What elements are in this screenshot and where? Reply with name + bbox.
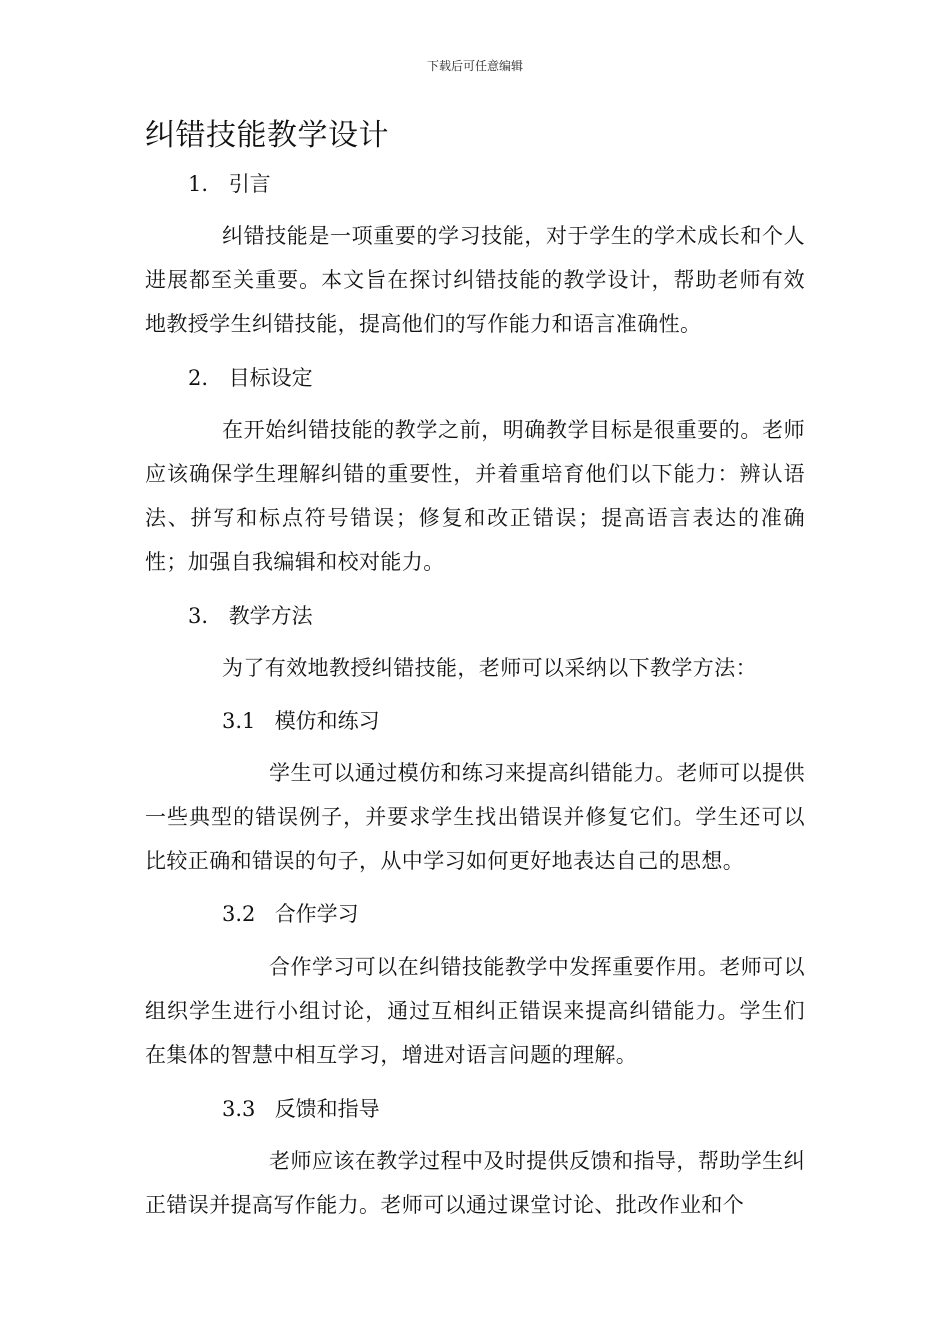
document-title: 纠错技能教学设计 bbox=[145, 118, 389, 153]
subsection-title: 合作学习 bbox=[274, 902, 359, 926]
page-header-note: 下载后可任意编辑 bbox=[426, 59, 523, 73]
section-heading-3 bbox=[188, 601, 313, 631]
subsection-heading-3-1 bbox=[222, 706, 380, 736]
paragraph-cooperative-learning: 合作学习可以在纠错技能教学中发挥重要作用。老师可以组织学生进行小组讨论，通过互相纠正错误来提高纠错能力。学生们在集体的智慧中相互学习，增进对语言问题的理解。 bbox=[145, 955, 805, 1067]
paragraph-imitation-practice: 学生可以通过模仿和练习来提高纠错能力。老师可以提供一些典型的错误例子，并要求学生找出错误并修复它们。学生还可以比较正确和错误的句子，从中学习如何更好地表达自己的思想。 bbox=[145, 761, 805, 873]
section-number: 2. bbox=[188, 366, 209, 390]
section-heading-1 bbox=[188, 169, 271, 199]
paragraph-teaching-methods: 为了有效地教授纠错技能，老师可以采纳以下教学方法： bbox=[222, 656, 757, 680]
paragraph-introduction: 纠错技能是一项重要的学习技能，对于学生的学术成长和个人进展都至关重要。本文旨在探讨纠错技能的教学设计，帮助老师有效地教授学生纠错技能，提高他们的写作能力和语言准确性。 bbox=[145, 224, 805, 336]
subsection-number: 3.1 bbox=[222, 709, 256, 733]
subsection-heading-3-2 bbox=[222, 899, 359, 929]
paragraph-feedback-guidance: 老师应该在教学过程中及时提供反馈和指导，帮助学生纠正错误并提高写作能力。老师可以通过课堂讨论、批改作业和个 bbox=[145, 1149, 805, 1217]
section-number: 1. bbox=[188, 172, 209, 196]
subsection-title: 模仿和练习 bbox=[274, 709, 380, 733]
subsection-number: 3.3 bbox=[222, 1097, 256, 1121]
paragraph-goal-setting: 在开始纠错技能的教学之前，明确教学目标是很重要的。老师应该确保学生理解纠错的重要性，并着重培育他们以下能力：辨认语法、拼写和标点符号错误；修复和改正错误；提高语言表达的准确性；加强自我编辑和校对能力。 bbox=[145, 418, 805, 574]
subsection-number: 3.2 bbox=[222, 902, 256, 926]
subsection-title: 反馈和指导 bbox=[274, 1097, 380, 1121]
section-number: 3. bbox=[188, 604, 209, 628]
section-heading-2 bbox=[188, 363, 313, 393]
section-title: 引言 bbox=[228, 172, 271, 196]
section-title: 目标设定 bbox=[228, 366, 313, 390]
subsection-heading-3-3 bbox=[222, 1094, 380, 1124]
section-title: 教学方法 bbox=[228, 604, 313, 628]
